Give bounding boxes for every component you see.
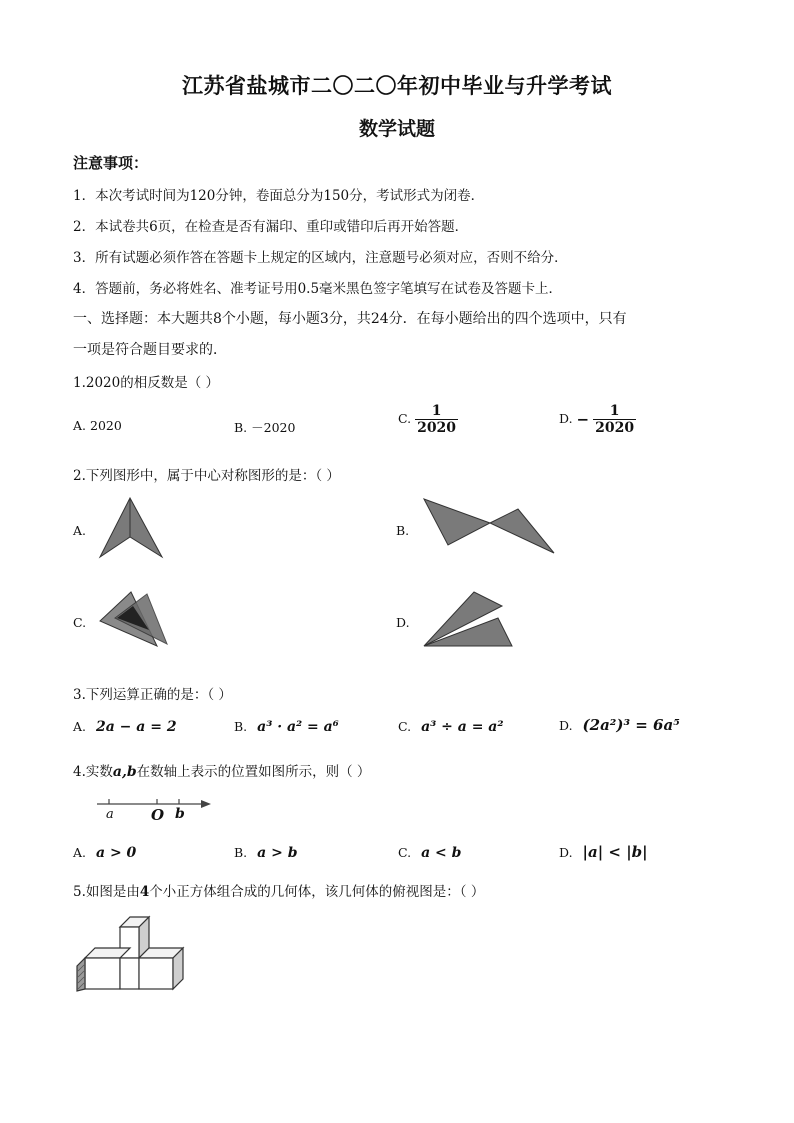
q4-stem-vars: a,b: [112, 764, 137, 780]
q1-d-label: D.: [559, 411, 573, 426]
q5-cube-figure: [75, 915, 187, 993]
q3-a-expr: 2a − a = 2: [96, 719, 177, 735]
q3-c-expr: a³ ÷ a = a²: [421, 719, 504, 735]
page-title: 江苏省盐城市二〇二〇年初中毕业与升学考试: [182, 73, 612, 98]
q4-axis-label-o: O: [151, 806, 165, 824]
q4-option-a: [73, 845, 136, 861]
q2-figure-a: [95, 495, 165, 560]
q5-stem-num: 4: [139, 884, 150, 900]
q4-a-label: A.: [73, 845, 87, 860]
q1-c-label: C.: [398, 411, 412, 426]
q2-b-label: B.: [396, 523, 410, 538]
notice-item-1: 1．本次考试时间为120分钟，卷面总分为150分，考试形式为闭卷．: [73, 188, 485, 204]
q3-stem: 3.下列运算正确的是：（ ）: [73, 687, 232, 703]
section-heading-line2: 一项是符合题目要求的．: [73, 342, 227, 358]
notice-item-2: 2．本试卷共6页，在检查是否有漏印、重印或错印后再开始答题．: [73, 219, 469, 235]
q1-c-fraction: [415, 403, 458, 436]
q3-a-label: A.: [73, 719, 87, 734]
q2-figure-b: [420, 495, 560, 557]
q2-figure-c: [95, 588, 170, 650]
q4-b-label: B.: [234, 845, 248, 860]
notice-item-3: 3．所有试题必须作答在答题卡上规定的区域内，注意题号必须对应，否则不给分．: [73, 250, 568, 266]
q5-stem-pre: 5.如图是由: [73, 884, 140, 900]
q1-b-label: B.: [234, 420, 248, 435]
q1-option-b: [234, 418, 295, 436]
q4-option-b: [234, 845, 298, 861]
section-heading-line1: 一、选择题：本大题共8个小题，每小题3分，共24分．在每小题给出的四个选项中，只有: [73, 311, 627, 327]
q4-stem: [73, 760, 370, 780]
q1-d-sign: −: [576, 410, 590, 429]
q4-axis-label-a: a: [106, 807, 114, 822]
q2-stem: 2.下列图形中，属于中心对称图形的是：（ ）: [73, 468, 340, 484]
q2-c-label: C.: [73, 615, 87, 630]
notice-item-4: 4．答题前，务必将姓名、准考证号用0.5毫米黑色签字笔填写在试卷及答题卡上．: [73, 281, 563, 297]
q3-option-a: [73, 719, 177, 735]
page-subtitle: 数学试题: [358, 118, 435, 140]
q4-option-c: [398, 845, 461, 861]
q1-d-numerator: 1: [609, 403, 620, 419]
q1-c-denominator: 2020: [417, 420, 457, 436]
q1-b-text: －2020: [251, 420, 296, 435]
q4-stem-post: 在数轴上表示的位置如图所示，则（ ）: [136, 764, 371, 780]
q4-c-expr: a < b: [421, 845, 462, 861]
q2-a-label: A.: [73, 523, 87, 538]
q1-stem: 1.2020的相反数是（ ）: [73, 375, 220, 391]
q4-b-expr: a > b: [257, 845, 298, 861]
q1-option-c: [398, 403, 458, 436]
q1-a-label: A.: [73, 418, 87, 433]
q3-c-label: C.: [398, 719, 412, 734]
q5-stem-post: 个小正方体组合成的几何体，该几何体的俯视图是：（ ）: [149, 884, 485, 900]
q4-a-expr: a > 0: [96, 845, 137, 861]
q4-axis-label-b: b: [175, 806, 185, 822]
q3-d-expr: (2a²)³ = 6a⁵: [582, 716, 680, 734]
q1-c-numerator: 1: [431, 403, 442, 419]
q1-option-a: [73, 418, 122, 433]
q3-d-label: D.: [559, 718, 573, 733]
q4-c-label: C.: [398, 845, 412, 860]
q1-option-d: [559, 403, 636, 436]
q1-a-text: 2020: [90, 418, 122, 433]
q2-d-label: D.: [396, 615, 410, 630]
q1-d-fraction: [593, 403, 636, 436]
q2-figure-d: [420, 588, 515, 650]
q1-d-denominator: 2020: [595, 420, 635, 436]
notice-heading: 注意事项：: [73, 154, 149, 172]
q3-option-c: [398, 719, 504, 735]
q3-option-d: [559, 716, 680, 734]
q5-stem: [73, 880, 484, 900]
q3-option-b: [234, 719, 339, 735]
q3-b-expr: a³ · a² = a⁶: [257, 719, 339, 735]
q3-b-label: B.: [234, 719, 248, 734]
q4-stem-pre: 4.实数: [73, 764, 113, 780]
q4-option-d: [559, 843, 648, 861]
q4-d-label: D.: [559, 845, 573, 860]
q4-d-expr: |a| < |b|: [582, 843, 648, 861]
